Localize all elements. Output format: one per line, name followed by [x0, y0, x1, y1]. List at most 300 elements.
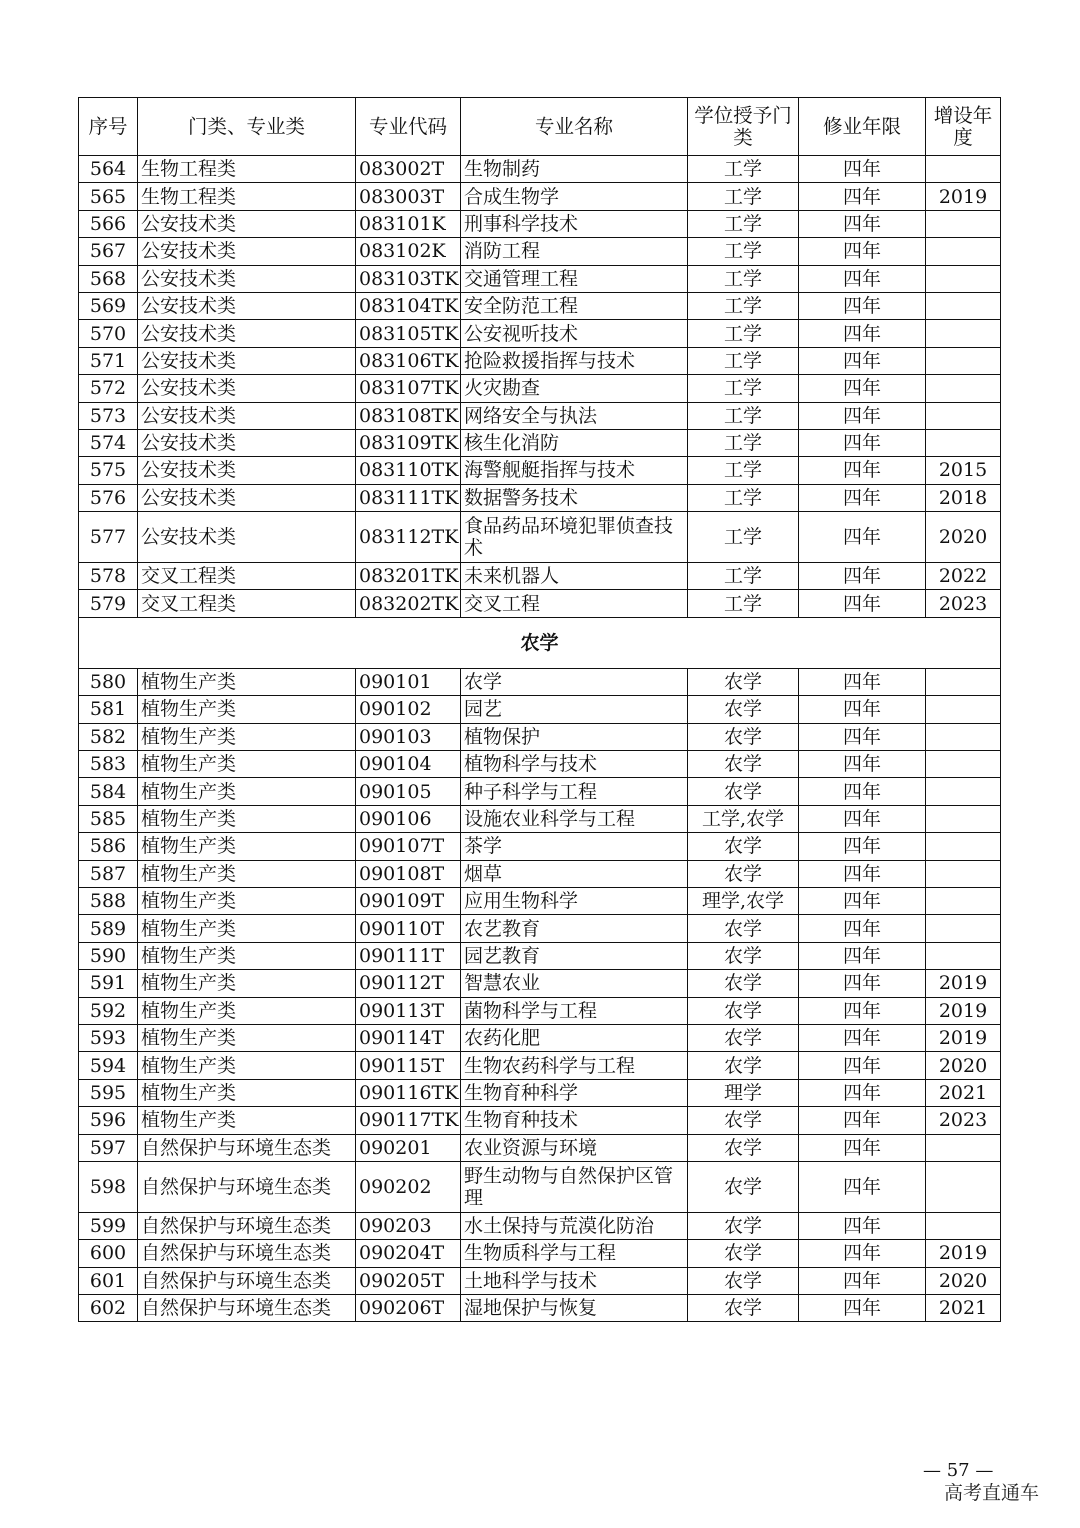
cell-code: 083104TK: [356, 292, 461, 319]
table-row: [79, 915, 1001, 942]
cell-major-name: 火灾勘查: [461, 375, 688, 402]
cell-year-added: 2021: [926, 1295, 1001, 1322]
cell-code: 083112TK: [356, 512, 461, 563]
cell-code: 090103: [356, 723, 461, 750]
cell-category: 公安技术类: [138, 402, 356, 429]
table-row: [79, 696, 1001, 723]
cell-major-name: 刑事科学技术: [461, 210, 688, 237]
cell-year-added: [926, 1134, 1001, 1161]
cell-degree: 农学: [688, 723, 799, 750]
cell-major-name: 茶学: [461, 833, 688, 860]
cell-no: 583: [79, 751, 138, 778]
cell-year-added: [926, 292, 1001, 319]
cell-no: 572: [79, 375, 138, 402]
majors-table: [78, 97, 1001, 1322]
cell-no: 585: [79, 805, 138, 832]
cell-category: 自然保护与环境生态类: [138, 1134, 356, 1161]
header-major-name: 专业名称: [461, 98, 688, 156]
cell-code: 090115T: [356, 1052, 461, 1079]
cell-code: 090203: [356, 1212, 461, 1239]
table-row: [79, 183, 1001, 210]
page-number: — 57 —: [923, 1460, 994, 1481]
table-row: [79, 156, 1001, 183]
cell-years: 四年: [799, 375, 926, 402]
cell-category: 植物生产类: [138, 1107, 356, 1134]
cell-major-name: 农艺教育: [461, 915, 688, 942]
cell-year-added: [926, 778, 1001, 805]
cell-degree: 工学: [688, 320, 799, 347]
cell-degree: 工学: [688, 183, 799, 210]
cell-category: 生物工程类: [138, 183, 356, 210]
cell-years: 四年: [799, 915, 926, 942]
cell-years: 四年: [799, 457, 926, 484]
table-row: [79, 563, 1001, 590]
cell-no: 595: [79, 1079, 138, 1106]
cell-year-added: [926, 375, 1001, 402]
cell-major-name: 生物制药: [461, 156, 688, 183]
cell-major-name: 交叉工程: [461, 590, 688, 617]
cell-code: 090117TK: [356, 1107, 461, 1134]
cell-major-name: 数据警务技术: [461, 484, 688, 511]
cell-degree: 农学: [688, 668, 799, 695]
cell-code: 090205T: [356, 1267, 461, 1294]
cell-degree: 农学: [688, 1134, 799, 1161]
cell-no: 598: [79, 1161, 138, 1212]
cell-major-name: 生物育种技术: [461, 1107, 688, 1134]
cell-code: 090105: [356, 778, 461, 805]
cell-years: 四年: [799, 1024, 926, 1051]
header-degree: 学位授予门类: [688, 98, 799, 156]
cell-years: 四年: [799, 1107, 926, 1134]
cell-major-name: 消防工程: [461, 238, 688, 265]
table-row: [79, 1079, 1001, 1106]
cell-degree: 农学: [688, 1024, 799, 1051]
cell-degree: 工学: [688, 590, 799, 617]
cell-no: 564: [79, 156, 138, 183]
table-row: [79, 210, 1001, 237]
cell-no: 589: [79, 915, 138, 942]
table-row: [79, 238, 1001, 265]
cell-code: 083107TK: [356, 375, 461, 402]
table-body-engineering: [79, 156, 1001, 618]
cell-year-added: 2021: [926, 1079, 1001, 1106]
cell-category: 植物生产类: [138, 942, 356, 969]
cell-category: 植物生产类: [138, 778, 356, 805]
cell-year-added: [926, 805, 1001, 832]
header-no: 序号: [79, 98, 138, 156]
cell-degree: 工学: [688, 238, 799, 265]
table-row: [79, 1134, 1001, 1161]
cell-category: 公安技术类: [138, 512, 356, 563]
cell-category: 植物生产类: [138, 1079, 356, 1106]
cell-degree: 工学: [688, 457, 799, 484]
cell-no: 566: [79, 210, 138, 237]
cell-major-name: 菌物科学与工程: [461, 997, 688, 1024]
cell-years: 四年: [799, 1079, 926, 1106]
cell-major-name: 交通管理工程: [461, 265, 688, 292]
cell-major-name: 农药化肥: [461, 1024, 688, 1051]
cell-category: 植物生产类: [138, 751, 356, 778]
table-row: [79, 1107, 1001, 1134]
cell-code: 090202: [356, 1161, 461, 1212]
cell-year-added: [926, 915, 1001, 942]
cell-category: 公安技术类: [138, 292, 356, 319]
cell-degree: 农学: [688, 1240, 799, 1267]
cell-category: 植物生产类: [138, 805, 356, 832]
cell-category: 交叉工程类: [138, 590, 356, 617]
cell-code: 083201TK: [356, 563, 461, 590]
cell-category: 公安技术类: [138, 375, 356, 402]
cell-degree: 工学: [688, 402, 799, 429]
cell-category: 植物生产类: [138, 723, 356, 750]
table-row: [79, 887, 1001, 914]
cell-year-added: 2019: [926, 997, 1001, 1024]
cell-years: 四年: [799, 590, 926, 617]
cell-category: 公安技术类: [138, 347, 356, 374]
cell-no: 581: [79, 696, 138, 723]
cell-major-name: 生物质科学与工程: [461, 1240, 688, 1267]
cell-no: 569: [79, 292, 138, 319]
cell-major-name: 烟草: [461, 860, 688, 887]
cell-years: 四年: [799, 1052, 926, 1079]
cell-years: 四年: [799, 238, 926, 265]
cell-degree: 农学: [688, 1295, 799, 1322]
cell-degree: 工学: [688, 292, 799, 319]
cell-category: 植物生产类: [138, 997, 356, 1024]
cell-degree: 理学,农学: [688, 887, 799, 914]
cell-degree: 农学: [688, 1052, 799, 1079]
cell-degree: 工学: [688, 156, 799, 183]
cell-major-name: 园艺: [461, 696, 688, 723]
table-row: [79, 457, 1001, 484]
cell-code: 090104: [356, 751, 461, 778]
cell-code: 090108T: [356, 860, 461, 887]
cell-years: 四年: [799, 1212, 926, 1239]
cell-years: 四年: [799, 1295, 926, 1322]
cell-degree: 工学: [688, 512, 799, 563]
cell-major-name: 未来机器人: [461, 563, 688, 590]
cell-major-name: 合成生物学: [461, 183, 688, 210]
cell-no: 580: [79, 668, 138, 695]
cell-degree: 农学: [688, 970, 799, 997]
cell-years: 四年: [799, 292, 926, 319]
cell-degree: 农学: [688, 942, 799, 969]
cell-major-name: 园艺教育: [461, 942, 688, 969]
cell-year-added: 2020: [926, 1267, 1001, 1294]
cell-category: 公安技术类: [138, 210, 356, 237]
cell-no: 565: [79, 183, 138, 210]
cell-category: 自然保护与环境生态类: [138, 1295, 356, 1322]
cell-year-added: 2019: [926, 1240, 1001, 1267]
cell-code: 083106TK: [356, 347, 461, 374]
table-row: [79, 860, 1001, 887]
cell-major-name: 设施农业科学与工程: [461, 805, 688, 832]
cell-years: 四年: [799, 429, 926, 456]
cell-degree: 农学: [688, 1267, 799, 1294]
cell-years: 四年: [799, 1161, 926, 1212]
cell-code: 090113T: [356, 997, 461, 1024]
cell-degree: 理学: [688, 1079, 799, 1106]
cell-year-added: [926, 320, 1001, 347]
section-title: 农学: [79, 617, 1001, 668]
cell-years: 四年: [799, 970, 926, 997]
cell-degree: 农学: [688, 778, 799, 805]
cell-year-added: [926, 1161, 1001, 1212]
table-row: [79, 942, 1001, 969]
cell-major-name: 食品药品环境犯罪侦查技术: [461, 512, 688, 563]
cell-code: 090206T: [356, 1295, 461, 1322]
cell-no: 571: [79, 347, 138, 374]
cell-code: 083002T: [356, 156, 461, 183]
cell-code: 083202TK: [356, 590, 461, 617]
table-row: [79, 512, 1001, 563]
cell-category: 植物生产类: [138, 833, 356, 860]
cell-year-added: [926, 942, 1001, 969]
table-row: [79, 833, 1001, 860]
table-body-agriculture: [79, 668, 1001, 1322]
cell-no: 592: [79, 997, 138, 1024]
cell-code: 083101K: [356, 210, 461, 237]
table-row: [79, 1024, 1001, 1051]
cell-year-added: 2023: [926, 590, 1001, 617]
cell-code: 090109T: [356, 887, 461, 914]
cell-years: 四年: [799, 723, 926, 750]
cell-no: 579: [79, 590, 138, 617]
cell-years: 四年: [799, 484, 926, 511]
cell-code: 090106: [356, 805, 461, 832]
cell-no: 599: [79, 1212, 138, 1239]
cell-category: 植物生产类: [138, 860, 356, 887]
cell-year-added: [926, 860, 1001, 887]
cell-degree: 工学: [688, 375, 799, 402]
header-years: 修业年限: [799, 98, 926, 156]
table-row: [79, 751, 1001, 778]
cell-degree: 农学: [688, 833, 799, 860]
cell-year-added: 2019: [926, 1024, 1001, 1051]
table-row: [79, 1212, 1001, 1239]
cell-years: 四年: [799, 265, 926, 292]
cell-year-added: [926, 265, 1001, 292]
table-row: [79, 1161, 1001, 1212]
cell-no: 593: [79, 1024, 138, 1051]
cell-category: 植物生产类: [138, 1024, 356, 1051]
cell-category: 植物生产类: [138, 915, 356, 942]
cell-no: 576: [79, 484, 138, 511]
cell-degree: 工学: [688, 563, 799, 590]
cell-degree: 农学: [688, 1161, 799, 1212]
cell-major-name: 植物科学与技术: [461, 751, 688, 778]
cell-years: 四年: [799, 1134, 926, 1161]
cell-no: 590: [79, 942, 138, 969]
watermark: 高考直通车: [944, 1482, 1040, 1504]
cell-major-name: 核生化消防: [461, 429, 688, 456]
section-agriculture: [79, 617, 1001, 668]
table-header-row: [79, 98, 1001, 156]
cell-category: 公安技术类: [138, 320, 356, 347]
cell-no: 567: [79, 238, 138, 265]
cell-major-name: 土地科学与技术: [461, 1267, 688, 1294]
cell-no: 602: [79, 1295, 138, 1322]
cell-degree: 农学: [688, 696, 799, 723]
cell-category: 公安技术类: [138, 484, 356, 511]
cell-major-name: 水土保持与荒漠化防治: [461, 1212, 688, 1239]
cell-year-added: 2020: [926, 1052, 1001, 1079]
cell-year-added: [926, 402, 1001, 429]
table-row: [79, 805, 1001, 832]
cell-year-added: [926, 887, 1001, 914]
cell-year-added: 2018: [926, 484, 1001, 511]
cell-year-added: [926, 1212, 1001, 1239]
cell-major-name: 抢险救援指挥与技术: [461, 347, 688, 374]
cell-code: 090110T: [356, 915, 461, 942]
cell-no: 586: [79, 833, 138, 860]
table-row: [79, 484, 1001, 511]
cell-code: 090112T: [356, 970, 461, 997]
cell-code: 083108TK: [356, 402, 461, 429]
cell-major-name: 生物育种科学: [461, 1079, 688, 1106]
cell-year-added: [926, 210, 1001, 237]
cell-major-name: 植物保护: [461, 723, 688, 750]
cell-no: 587: [79, 860, 138, 887]
cell-code: 090107T: [356, 833, 461, 860]
cell-year-added: [926, 429, 1001, 456]
cell-code: 090116TK: [356, 1079, 461, 1106]
cell-years: 四年: [799, 183, 926, 210]
cell-no: 591: [79, 970, 138, 997]
header-code: 专业代码: [356, 98, 461, 156]
cell-no: 588: [79, 887, 138, 914]
cell-no: 578: [79, 563, 138, 590]
cell-category: 自然保护与环境生态类: [138, 1267, 356, 1294]
cell-category: 植物生产类: [138, 696, 356, 723]
cell-degree: 工学: [688, 429, 799, 456]
cell-major-name: 智慧农业: [461, 970, 688, 997]
cell-code: 090204T: [356, 1240, 461, 1267]
cell-years: 四年: [799, 751, 926, 778]
cell-no: 594: [79, 1052, 138, 1079]
cell-years: 四年: [799, 696, 926, 723]
cell-code: 090101: [356, 668, 461, 695]
cell-year-added: 2019: [926, 970, 1001, 997]
cell-years: 四年: [799, 778, 926, 805]
section-row: [79, 617, 1001, 668]
cell-no: 575: [79, 457, 138, 484]
cell-years: 四年: [799, 997, 926, 1024]
cell-year-added: [926, 723, 1001, 750]
table-row: [79, 320, 1001, 347]
cell-years: 四年: [799, 860, 926, 887]
cell-category: 公安技术类: [138, 238, 356, 265]
table-row: [79, 723, 1001, 750]
cell-no: 582: [79, 723, 138, 750]
cell-major-name: 应用生物科学: [461, 887, 688, 914]
table-row: [79, 1240, 1001, 1267]
table-row: [79, 1267, 1001, 1294]
cell-code: 090102: [356, 696, 461, 723]
cell-major-name: 农业资源与环境: [461, 1134, 688, 1161]
table-row: [79, 590, 1001, 617]
cell-major-name: 种子科学与工程: [461, 778, 688, 805]
cell-no: 596: [79, 1107, 138, 1134]
cell-no: 600: [79, 1240, 138, 1267]
cell-code: 083110TK: [356, 457, 461, 484]
table-row: [79, 1295, 1001, 1322]
cell-degree: 工学: [688, 347, 799, 374]
cell-degree: 工学: [688, 210, 799, 237]
cell-years: 四年: [799, 833, 926, 860]
cell-year-added: [926, 751, 1001, 778]
cell-code: 083102K: [356, 238, 461, 265]
cell-code: 083105TK: [356, 320, 461, 347]
cell-years: 四年: [799, 1267, 926, 1294]
cell-year-added: 2015: [926, 457, 1001, 484]
cell-years: 四年: [799, 210, 926, 237]
table-row: [79, 375, 1001, 402]
table-row: [79, 970, 1001, 997]
cell-category: 自然保护与环境生态类: [138, 1161, 356, 1212]
cell-category: 交叉工程类: [138, 563, 356, 590]
cell-no: 573: [79, 402, 138, 429]
cell-year-added: [926, 696, 1001, 723]
table-row: [79, 668, 1001, 695]
cell-year-added: 2022: [926, 563, 1001, 590]
cell-category: 植物生产类: [138, 668, 356, 695]
cell-no: 568: [79, 265, 138, 292]
cell-code: 090111T: [356, 942, 461, 969]
cell-major-name: 公安视听技术: [461, 320, 688, 347]
cell-year-added: [926, 238, 1001, 265]
table-row: [79, 1052, 1001, 1079]
cell-years: 四年: [799, 320, 926, 347]
cell-year-added: 2020: [926, 512, 1001, 563]
table-row: [79, 347, 1001, 374]
cell-years: 四年: [799, 887, 926, 914]
cell-major-name: 海警舰艇指挥与技术: [461, 457, 688, 484]
cell-years: 四年: [799, 402, 926, 429]
cell-major-name: 野生动物与自然保护区管理: [461, 1161, 688, 1212]
cell-category: 植物生产类: [138, 970, 356, 997]
cell-years: 四年: [799, 668, 926, 695]
cell-code: 083003T: [356, 183, 461, 210]
cell-major-name: 生物农药科学与工程: [461, 1052, 688, 1079]
cell-degree: 农学: [688, 997, 799, 1024]
cell-years: 四年: [799, 805, 926, 832]
cell-years: 四年: [799, 156, 926, 183]
cell-years: 四年: [799, 942, 926, 969]
cell-category: 植物生产类: [138, 887, 356, 914]
cell-degree: 农学: [688, 915, 799, 942]
cell-no: 597: [79, 1134, 138, 1161]
cell-years: 四年: [799, 347, 926, 374]
cell-year-added: 2023: [926, 1107, 1001, 1134]
cell-degree: 农学: [688, 751, 799, 778]
cell-degree: 工学: [688, 265, 799, 292]
cell-code: 090114T: [356, 1024, 461, 1051]
cell-years: 四年: [799, 512, 926, 563]
cell-major-name: 网络安全与执法: [461, 402, 688, 429]
cell-degree: 农学: [688, 1212, 799, 1239]
cell-code: 083109TK: [356, 429, 461, 456]
cell-no: 584: [79, 778, 138, 805]
cell-degree: 工学: [688, 484, 799, 511]
table-row: [79, 778, 1001, 805]
cell-category: 公安技术类: [138, 457, 356, 484]
cell-years: 四年: [799, 563, 926, 590]
header-category: 门类、专业类: [138, 98, 356, 156]
table-row: [79, 402, 1001, 429]
cell-year-added: [926, 347, 1001, 374]
cell-major-name: 安全防范工程: [461, 292, 688, 319]
